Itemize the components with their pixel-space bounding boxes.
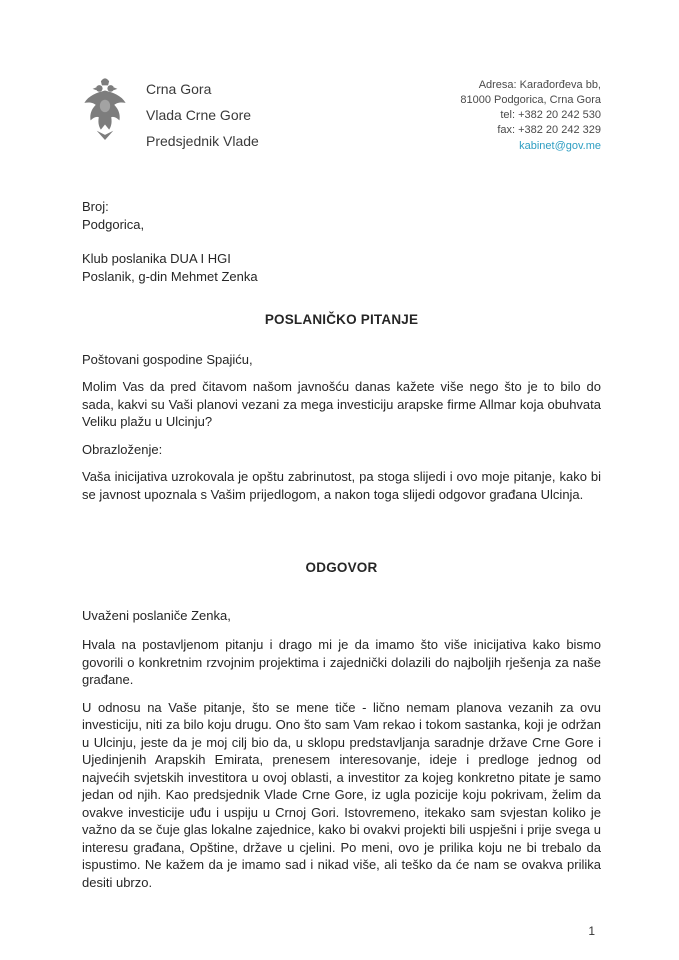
org-block	[146, 74, 259, 154]
letterhead-left	[82, 74, 259, 154]
question-title: POSLANIČKO PITANJE	[264, 312, 419, 327]
letter-body	[82, 198, 601, 891]
org-country: Crna Gora	[146, 81, 212, 97]
club-line: Klub poslanika DUA I HGI	[82, 251, 231, 266]
answer-salutation: Uvaženi poslaniče Zenka,	[82, 607, 231, 623]
org-government: Vlada Crne Gore	[146, 107, 252, 123]
org-office: Predsjednik Vlade	[146, 133, 259, 149]
phone-line: tel: +382 20 242 530	[500, 109, 601, 121]
answer-paragraph-2: U odnosu na Vaše pitanje, što se mene tiče - lično nemam planova vezanih za ovu investiciju, niti za bilo koju drugu. Ono što sam Vam rekao i tokom sastanka, koji je održan u Ulcinju, jeste da je moj cilj bio da, u sklopu predstavljanja saradnje države Crne Gore i Ujedinjenih Arapskih Emirata, prenesem interesovanje, ideje i predloge jednog od najvećih svjetskih investitora u ovoj oblasti, a investitor za kojeg konkretno pitate je samo jedan od njih. Kao predsjednik Vlade Crne Gore, iz ugla pozicije koju pokrivam, želim da ovakve investicije uđu i uspiju u Crnoj Gori. Istovremeno, itekako sam svjestan koliko je važno da se čuje glas lokalne zajednice, kako bi ovakvi projekti bili uspješni i prije svega u interesu građana, Opštine, države u cjelini. Po meni, ovo je prilika koju ne bi trebalo da ispustimo. Ne kažem da je imamo sad i nikad više, ali teško da će nam se ovakva prilika desiti ubrzo.	[82, 699, 601, 890]
email-link[interactable]: kabinet@gov.me	[519, 140, 601, 152]
place-line: Podgorica,	[82, 216, 145, 232]
contact-block	[460, 74, 601, 154]
rationale-label: Obrazloženje:	[82, 441, 163, 457]
sender-block	[82, 250, 601, 285]
meta-block	[82, 198, 601, 233]
mp-line: Poslanik, g-din Mehmet Zenka	[82, 268, 258, 284]
answer-title: ODGOVOR	[305, 560, 378, 575]
question-paragraph-1: Molim Vas da pred čitavom našom javnošću danas kažete više nego što je to bilo do sada, kakvi su Vaši planovi vezani za mega investiciju arapske firme Allmar koja obuhvata Veliku plažu u Ulcinju?	[82, 379, 601, 429]
number-label: Broj:	[82, 199, 109, 214]
address-line: 81000 Podgorica, Crna Gora	[460, 94, 601, 106]
fax-line: fax: +382 20 242 329	[497, 124, 601, 136]
address-line: Adresa: Karađorđeva bb,	[478, 79, 601, 91]
question-paragraph-2: Vaša inicijativa uzrokovala je opštu zabrinutost, pa stoga slijedi i ovo moje pitanje, kako bi se javnost upoznala s Vašim prijedlogom, a nakon toga slijedi odgovor građana Ulcinja.	[82, 469, 601, 502]
page-number: 1	[588, 924, 595, 938]
coat-of-arms-icon	[82, 75, 128, 141]
letterhead	[82, 74, 601, 154]
answer-paragraph-1: Hvala na postavljenom pitanju i drago mi je da imamo što više inicijativa kako bismo govorili o konkretnim rzvojnim projektima i zajednički dolazili do najboljih rješenja za naše građane.	[82, 637, 601, 687]
question-salutation: Poštovani gospodine Spajiću,	[82, 351, 253, 367]
